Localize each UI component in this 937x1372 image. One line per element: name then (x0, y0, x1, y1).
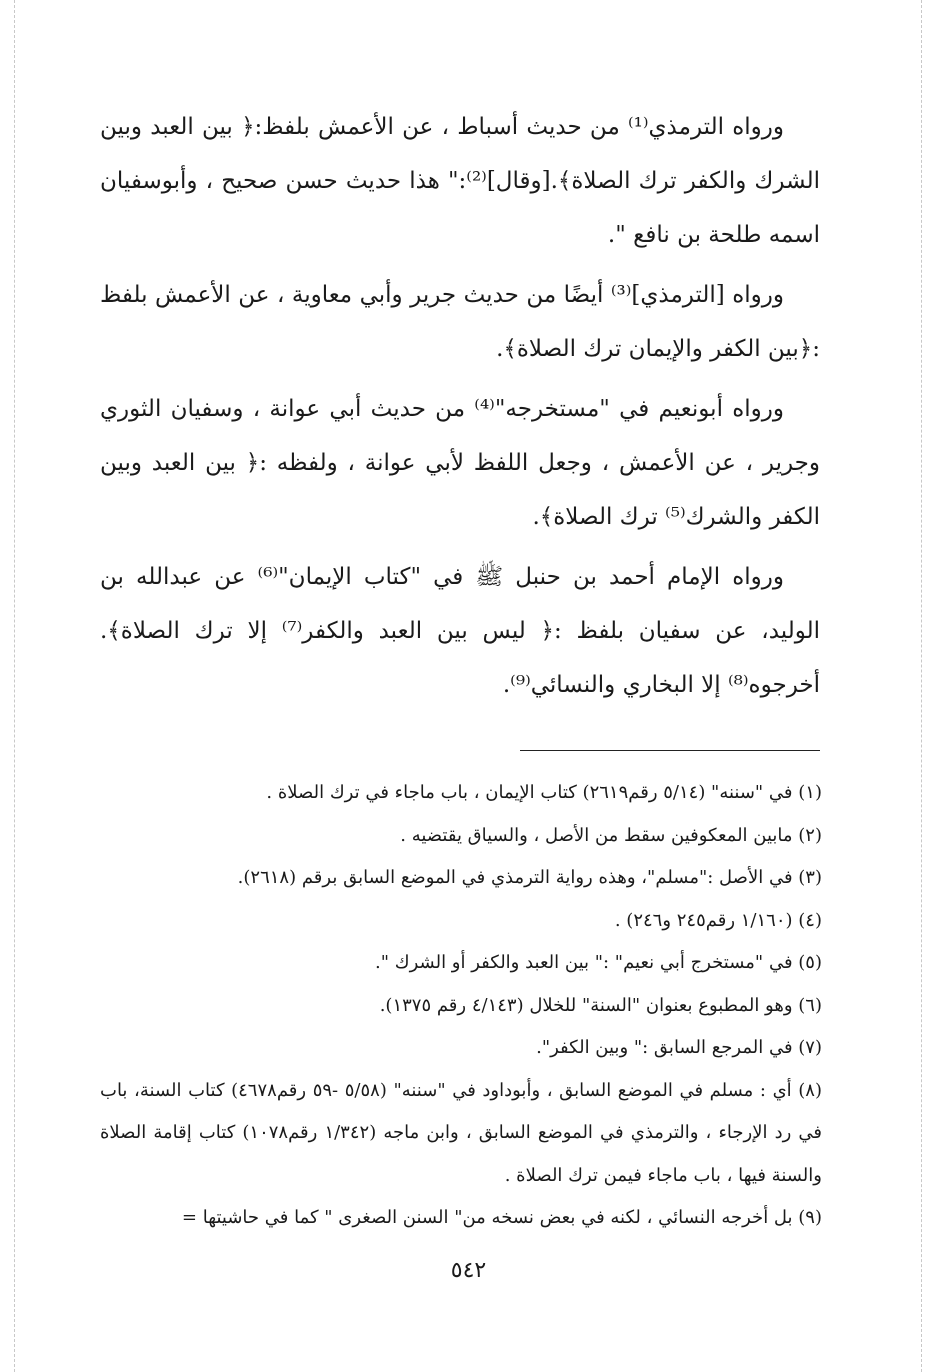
paragraph-1: ورواه الترمذي⁽¹⁾ من حديث أسباط ، عن الأعمش بلفظ:﴿ بين العبد وبين الشرك والكفر ترك الصلاة﴾.[وقال]⁽²⁾:" هذا حديث حسن صحيح ، وأبوسفيان اسمه طلحة بن نافع ". (100, 114, 820, 248)
page-number: ٥٤٢ (450, 1258, 487, 1283)
footnote-9: (٩) بل أخرجه النسائي ، لكنه في بعض نسخه من" السنن الصغرى " كما في حاشيتها = (181, 1207, 822, 1228)
footnote-3: (٣) في الأصل :"مسلم"، وهذه رواية الترمذي في الموضع السابق برقم (٢٦١٨). (237, 867, 822, 888)
footnote-5: (٥) في "مستخرج أبي نعيم" :" بين العبد والكفر أو الشرك ". (375, 952, 822, 973)
footnote-1: (١) في "سننه" (٥/١٤ رقم٢٦١٩) كتاب الإيمان ، باب ماجاء في ترك الصلاة . (266, 782, 822, 803)
footnote-6: (٦) وهو المطبوع بعنوان "السنة" للخلال (٤/١٤٣ رقم ١٣٧٥). (379, 994, 822, 1016)
paragraph-4: ورواه الإمام أحمد بن حنبل ﷺ في "كتاب الإيمان"⁽⁶⁾ عن عبدالله بن الوليد، عن سفيان بلفظ :﴿ ليس بين العبد والكفر⁽⁷⁾ إلا ترك الصلاة﴾. أخرجوه⁽⁸⁾ إلا البخاري والنسائي⁽⁹⁾. (100, 564, 820, 698)
footnote-4: (٤) (١/١٦٠ رقم٢٤٥ و٢٤٦) . (614, 909, 822, 931)
footnote-7: (٧) في المرجع السابق :" وبين الكفر". (536, 1037, 822, 1058)
footnotes (100, 772, 822, 1240)
scan-edge-left (14, 0, 15, 1372)
paragraph-3: ورواه أبونعيم في "مستخرجه"⁽⁴⁾ من حديث أبي عوانة ، وسفيان الثوري وجرير ، عن الأعمش ، وجعل اللفظ لأبي عوانة ، ولفظه :﴿ بين العبد وبين الكفر والشرك⁽⁵⁾ ترك الصلاة﴾. (100, 396, 820, 530)
footnote-separator (520, 750, 820, 751)
paragraph-2: ورواه [الترمذي]⁽³⁾ أيضًا من حديث جرير وأبي معاوية ، عن الأعمش بلفظ :﴿بين الكفر والإيمان ترك الصلاة﴾. (100, 282, 820, 362)
body-text (100, 100, 820, 712)
footnote-8: (٨) أي : مسلم في الموضع السابق ، وأبوداود في "سننه" (٥/٥٨ -٥٩ رقم٤٦٧٨) كتاب السنة، باب في رد الإرجاء ، والترمذي في الموضع السابق ، وابن ماجه (١/٣٤٢ رقم١٠٧٨) كتاب إقامة الصلاة والسنة فيها ، باب ماجاء فيمن ترك الصلاة . (100, 1079, 823, 1186)
main-text-block (100, 100, 820, 718)
footnote-2: (٢) مابين المعكوفين سقط من الأصل ، والسياق يقتضيه . (400, 824, 822, 846)
scan-edge-right (921, 0, 922, 1372)
